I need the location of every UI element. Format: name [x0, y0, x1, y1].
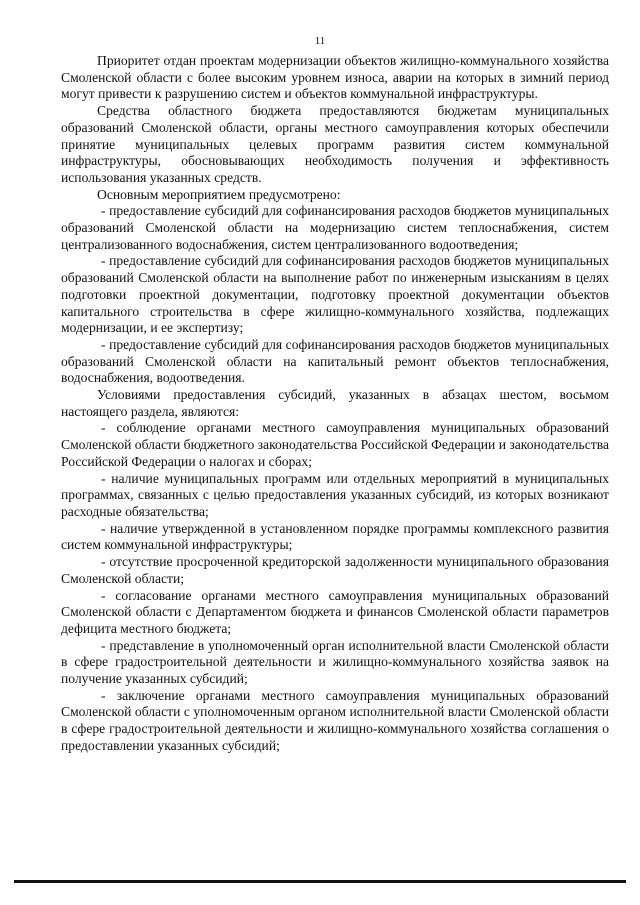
- paragraph-priority: Приоритет отдан проектам модернизации объектов жилищно-коммунального хозяйства Смоленской области с более высоким уровнем износа, аварии на которых в зимний период могут привести к разрушению систем и объектов коммунальной инфраструктуры.: [61, 53, 609, 102]
- list-item: - заключение органами местного самоуправления муниципальных образований Смоленской области с уполномоченным органом исполнительной власти Смоленской области в сфере градостроительной деятельности и жилищно-коммунального хозяйства соглашения о предоставлении указанных субсидий;: [61, 687, 609, 753]
- list-item: - согласование органами местного самоуправления муниципальных образований Смоленской области с Департаментом бюджета и финансов Смоленской области параметров дефицита местного бюджета;: [61, 587, 609, 636]
- page-number: 11: [314, 35, 326, 47]
- paragraph-main-measure: Основным мероприятием предусмотрено:: [97, 186, 341, 202]
- list-item: - предоставление субсидий для софинансирования расходов бюджетов муниципальных образований Смоленской области на капитальный ремонт объектов теплоснабжения, водоснабжения, водоотведения.: [61, 336, 609, 386]
- list-item: - представление в уполномоченный орган исполнительной власти Смоленской области в сфере градостроительной деятельности и жилищно-коммунального хозяйства заявок на получение указанных субсидий;: [61, 637, 609, 687]
- list-item: - наличие утвержденной в установленном порядке программы комплексного развития систем коммунальной инфраструктуры;: [61, 520, 609, 553]
- paragraph-conditions: Условиями предоставления субсидий, указанных в абзацах шестом, восьмом настоящего раздела, являются:: [61, 387, 609, 419]
- list-item: - предоставление субсидий для софинансирования расходов бюджетов муниципальных образований Смоленской области на выполнение работ по инженерным изысканиям в целях подготовки проектной документации, подготовку проектной документации объектов капитального строительства в сфере жилищно-коммунального хозяйства, подлежащих модернизации, и ее экспертизу;: [61, 253, 609, 336]
- document-body: [61, 53, 609, 755]
- list-item: - отсутствие просроченной кредиторской задолженности муниципального образования Смоленской области;: [61, 554, 609, 586]
- paragraph-funding: Средства областного бюджета предоставляются бюджетам муниципальных образований Смоленской области, органы местного самоуправления которых обеспечили принятие муниципальных целевых программ развития систем коммунальной инфраструктуры, обосновывающих необходимость получения и эффективность использования указанных средств.: [61, 103, 609, 185]
- list-item: - предоставление субсидий для софинансирования расходов бюджетов муниципальных образований Смоленской области на модернизацию систем теплоснабжения, систем централизованного водоснабжения, систем централизованного водоотведения;: [61, 203, 609, 252]
- bottom-divider: [14, 880, 626, 883]
- list-item: - наличие муниципальных программ или отдельных мероприятий в муниципальных программах, связанных с целью предоставления указанных субсидий, из которых возникают расходные обязательства;: [61, 470, 609, 519]
- list-item: - соблюдение органами местного самоуправления муниципальных образований Смоленской области бюджетного законодательства Российской Федерации и законодательства Российской Федерации о налогах и сборах;: [61, 420, 609, 469]
